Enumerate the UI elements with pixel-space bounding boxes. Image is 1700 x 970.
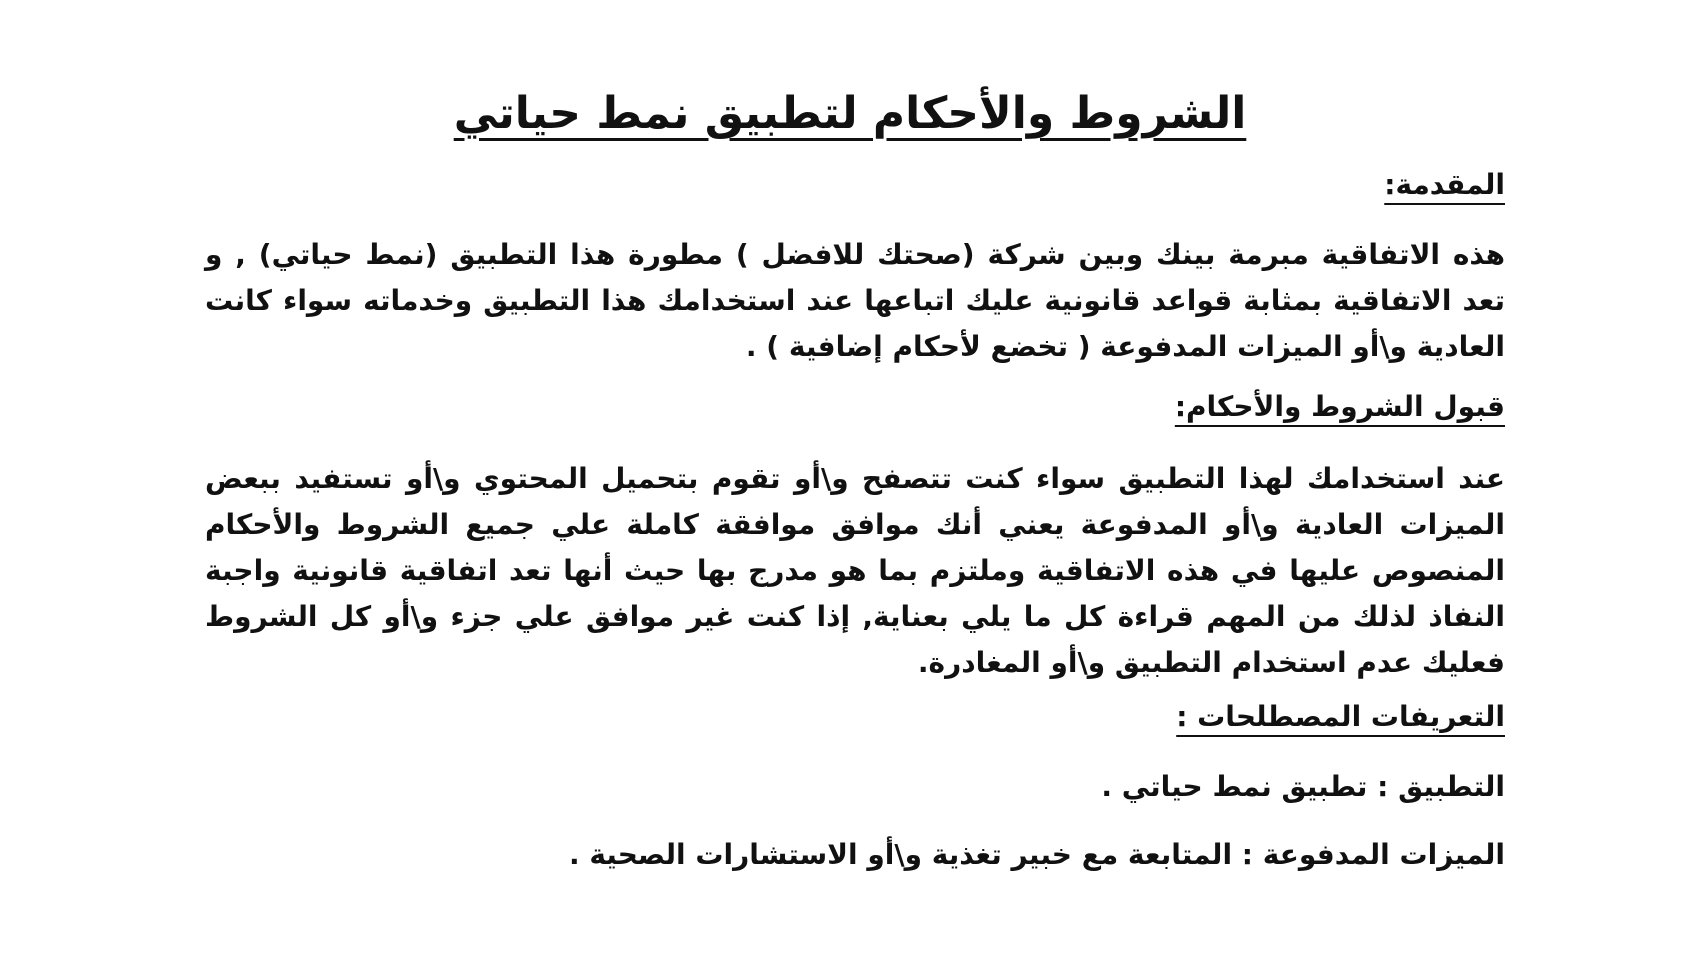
section-heading-text: المقدمة: [1384,168,1505,201]
section-heading-introduction [205,168,1505,201]
section-heading-text: التعريفات المصطلحات : [1176,700,1505,733]
section-paragraph-introduction: هذه الاتفاقية مبرمة بينك وبين شركة (صحتك للافضل ) مطورة هذا التطبيق (نمط حياتي) , و تعد الاتفاقية بمثابة قواعد قانونية عليك اتباعها عند استخدامك هذا التطبيق وخدماته سواء كانت العادية و\أو الميزات المدفوعة ( تخضع لأحكام إضافية ) . [205,238,1505,363]
document-title [0,88,1700,141]
section-heading-text: قبول الشروط والأحكام: [1174,390,1505,423]
definition-item: التطبيق : تطبيق نمط حياتي . [1101,770,1505,803]
document-title-text: الشروط والأحكام لتطبيق نمط حياتي [453,88,1247,139]
section-paragraph-acceptance: عند استخدامك لهذا التطبيق سواء كنت تتصفح و\أو تقوم بتحميل المحتوي و\أو تستفيد ببعض الميزات العادية و\أو المدفوعة يعني أنك موافق موافقة كاملة علي جميع الشروط والأحكام المنصوص عليها في هذه الاتفاقية وملتزم بما هو مدرج بها حيث أنها تعد اتفاقية قانونية واجبة النفاذ لذلك من المهم قراءة كل ما يلي بعناية, إذا كنت غير موافق علي جزء و\أو كل الشروط فعليك عدم استخدام التطبيق و\أو المغادرة. [205,462,1505,679]
section-heading-definitions [205,700,1505,733]
section-heading-acceptance [205,390,1505,423]
definition-item: الميزات المدفوعة : المتابعة مع خبير تغذية و\أو الاستشارات الصحية . [568,838,1505,871]
